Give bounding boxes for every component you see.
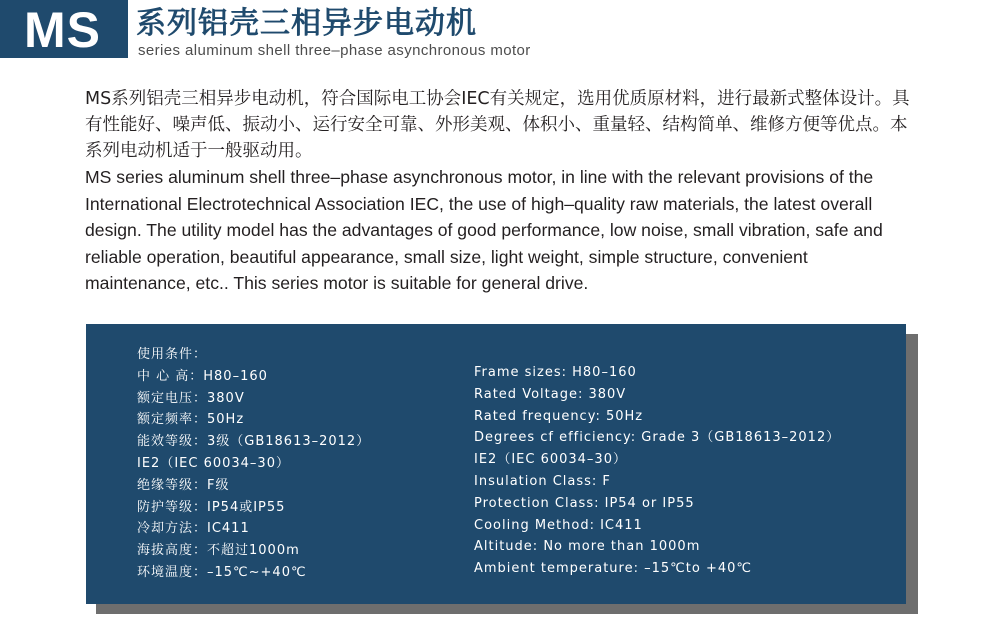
spec-row-en: Ambient temperature: –15℃to +40℃ [474, 561, 752, 577]
spec-row-en: Cooling Method: IC411 [474, 517, 643, 533]
spec-panel [86, 324, 906, 604]
spec-row-cn: 使用条件： [137, 347, 208, 362]
intro-english: MS series aluminum shell three–phase asynchronous motor, in line with the relevant provisions of the International Electrotechnical Association IEC, the use of high–quality raw materials, the latest overall design. The utility model has the advantages of good performance, low noise, small vibration, safe and reliable operation, beautiful appearance, small size, light weight, simple structure, convenient maintenance, etc.. This series motor is suitable for general drive. [85, 167, 883, 293]
spec-row-cn: 冷却方法：IC411 [137, 521, 250, 537]
spec-list-english [474, 362, 840, 580]
spec-row-en: Altitude: No more than 1000m [474, 539, 701, 555]
header-badge [0, 0, 128, 58]
spec-row-cn: 海拔高度：不超过1000m [137, 543, 300, 559]
intro-chinese: MS系列铝壳三相异步电动机，符合国际电工协会IEC有关规定，选用优质原材料，进行最新式整体设计。具有性能好、噪声低、振动小、运行安全可靠、外形美观、体积小、重量轻、结构简单、维修方便等优点。本系列电动机适于一般驱动用。 [85, 89, 910, 161]
spec-row-cn: 额定电压：380V [137, 390, 245, 406]
spec-row-en: Degrees cf efficiency: Grade 3（GB18613–2012） [474, 430, 841, 446]
spec-row-en: Frame sizes: H80–160 [474, 365, 637, 380]
page-title: 系列铝壳三相异步电动机 [136, 6, 477, 41]
spec-row-cn: 绝缘等级：F级 [137, 477, 230, 493]
spec-row-en: IE2（IEC 60034–30） [474, 452, 627, 468]
spec-list-chinese [137, 344, 370, 584]
spec-row-cn: 环境温度：–15℃~+40℃ [137, 564, 307, 580]
spec-row-en: Protection Class: IP54 or IP55 [474, 495, 695, 511]
spec-row-cn: 额定频率：50Hz [137, 412, 245, 428]
spec-row-cn: 防护等级：IP54或IP55 [137, 499, 286, 515]
spec-row-en: Insulation Class: F [474, 473, 611, 489]
page-subtitle: series aluminum shell three–phase asynchronous motor [138, 42, 531, 59]
spec-row-cn: 中 心 高：H80–160 [137, 368, 268, 384]
spec-row-cn: 能效等级：3级（GB18613–2012） [137, 434, 371, 450]
spec-row-en: Rated frequency: 50Hz [474, 408, 644, 424]
intro-section [85, 86, 915, 297]
header-badge-text: MS [24, 2, 101, 58]
spec-row-cn: IE2（IEC 60034–30） [137, 455, 290, 471]
spec-row-en: Rated Voltage: 380V [474, 386, 627, 402]
